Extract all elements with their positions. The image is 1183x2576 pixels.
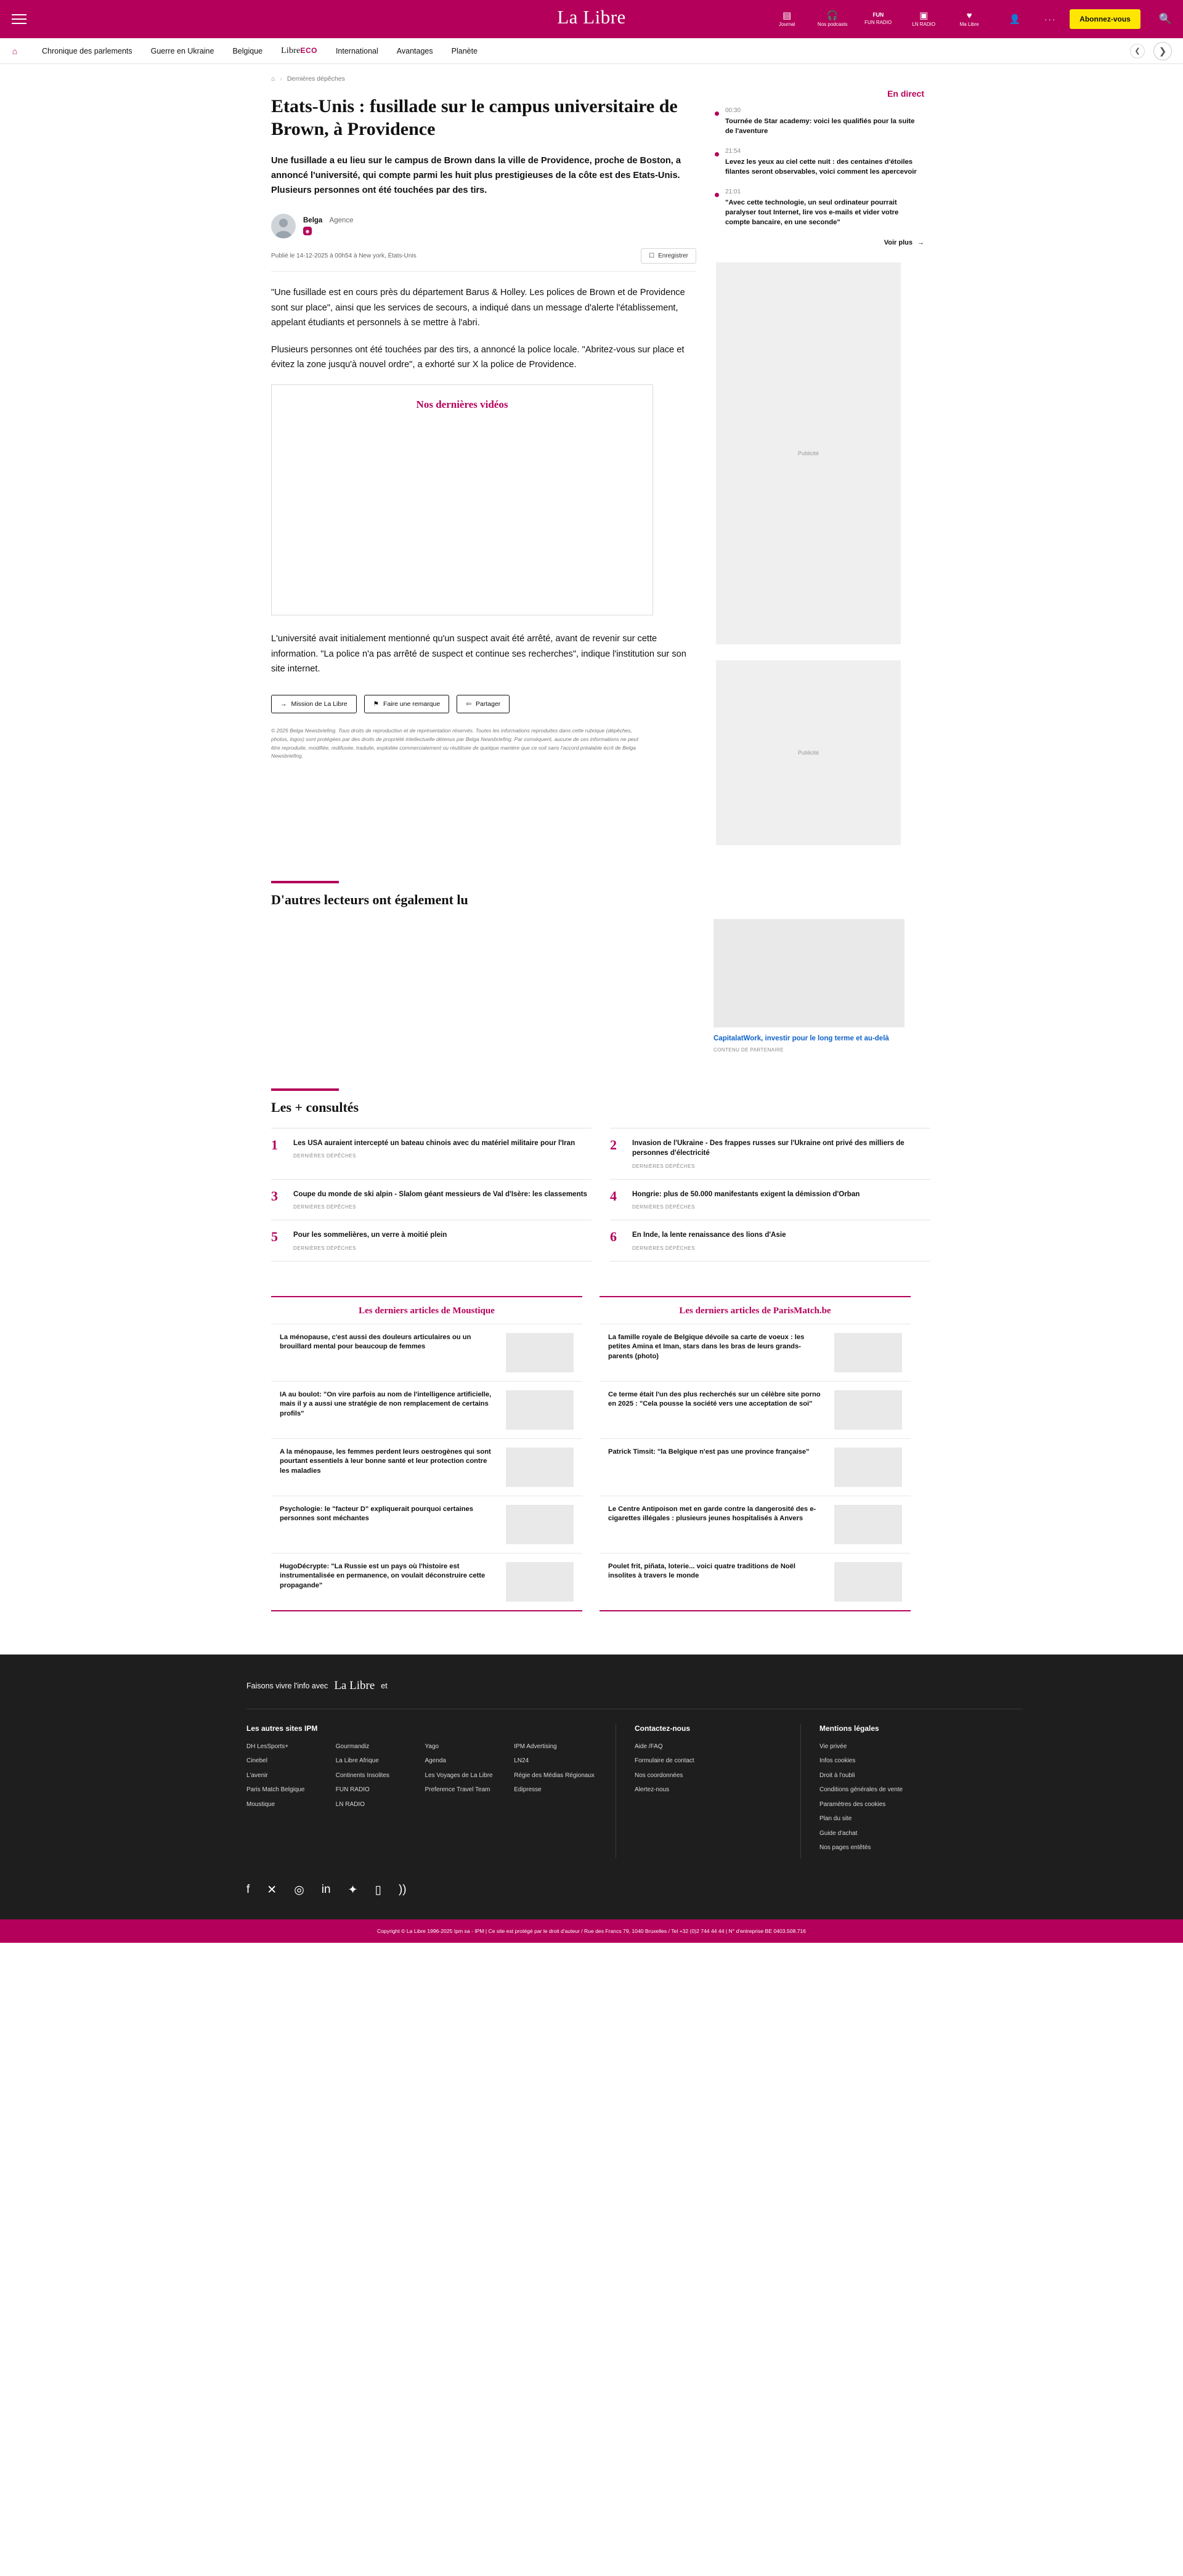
bluesky-icon[interactable]: ✦ bbox=[348, 1883, 358, 1897]
user-icon: 👤 bbox=[1009, 14, 1021, 25]
footer-link[interactable]: LN24 bbox=[514, 1757, 529, 1765]
top-item-account[interactable] bbox=[999, 15, 1031, 24]
breadcrumb-separator: › bbox=[280, 75, 282, 83]
footer-sites-title: Les autres sites IPM bbox=[246, 1723, 318, 1733]
list-item-title: Psychologie: le "facteur D" expliquerait pourquoi certaines personnes sont méchantes bbox=[280, 1505, 473, 1523]
list-item[interactable] bbox=[600, 1496, 911, 1553]
footer-link[interactable]: Yago bbox=[425, 1743, 439, 1750]
site-logo: La Libre bbox=[557, 6, 626, 28]
footer-link[interactable]: Agenda bbox=[425, 1757, 446, 1765]
footer-link[interactable]: Infos cookies bbox=[819, 1757, 856, 1765]
arrow-right-icon: → bbox=[917, 238, 924, 246]
list-item-title: A la ménopause, les femmes perdent leurs oestrogènes qui sont pourtant essentiels à leur bonne santé et leur protection contre les maladies bbox=[280, 1448, 491, 1475]
live-section-title: En direct bbox=[887, 89, 924, 99]
heart-icon: ♥ bbox=[966, 10, 972, 21]
footer-sites-grid bbox=[246, 1743, 597, 1815]
footer-link[interactable]: L'avenir bbox=[246, 1772, 268, 1779]
footer-contact-list bbox=[635, 1743, 782, 1794]
list-item-title: En Inde, la lente renaissance des lions d'Asie bbox=[632, 1231, 786, 1239]
top-item-funradio[interactable] bbox=[862, 12, 894, 26]
most-read-grid bbox=[271, 1128, 1183, 1262]
save-article-button[interactable] bbox=[641, 248, 696, 264]
footer-columns bbox=[246, 1709, 1023, 1858]
footer-link[interactable]: Droit à l'oubli bbox=[819, 1772, 855, 1779]
live-time: 00:30 bbox=[725, 107, 741, 114]
site-footer bbox=[0, 1655, 1183, 1943]
footer-link[interactable]: Moustique bbox=[246, 1800, 275, 1808]
live-dot-icon bbox=[715, 152, 719, 156]
nav-item-chronique[interactable]: Chronique des parlements bbox=[42, 46, 132, 55]
footer-link[interactable]: Nos coordonnées bbox=[635, 1772, 683, 1779]
video-player[interactable] bbox=[271, 384, 653, 615]
list-item-title: Hongrie: plus de 50.000 manifestants exigent la démission d'Orban bbox=[632, 1189, 860, 1198]
footer-link[interactable]: Preference Travel Team bbox=[425, 1786, 490, 1794]
top-item-malibre[interactable] bbox=[953, 11, 985, 28]
headphones-icon: 🎧 bbox=[826, 10, 839, 21]
footer-legal-list bbox=[819, 1743, 980, 1852]
list-item-title: Poulet frit, piñata, loterie... voici quatre traditions de Noël insolites à travers le monde bbox=[608, 1562, 795, 1580]
live-dot-icon bbox=[715, 111, 719, 116]
list-item-category: DERNIÈRES DÉPÊCHES bbox=[293, 1245, 356, 1251]
article-paragraph: "Une fusillade est en cours près du département Barus & Holley. Les polices de Brown et de Providence sont sur place", ainsi que les services de secours, a indiqué dans un message d'alerte l'établissement, appelant étudiants et personnels à se mettre à l'abri. bbox=[271, 288, 685, 328]
top-item-lnradio[interactable] bbox=[908, 11, 940, 28]
top-item-label: LN RADIO bbox=[912, 21, 936, 27]
list-item[interactable] bbox=[271, 1381, 582, 1438]
byline-names bbox=[303, 217, 354, 224]
top-item-label: Ma Libre bbox=[959, 21, 979, 27]
chevron-left-icon[interactable]: ❮ bbox=[1130, 44, 1145, 59]
feedback-button[interactable] bbox=[364, 695, 450, 713]
home-icon[interactable]: ⌂ bbox=[12, 46, 18, 56]
author-role: Agence bbox=[329, 217, 354, 225]
list-item-thumbnail bbox=[506, 1505, 574, 1544]
list-item-title: La famille royale de Belgique dévoile sa carte de voeux : les petites Amina et Iman, stars dans les bras de leurs grands-parents (photo) bbox=[608, 1333, 805, 1360]
promo-tag: CONTENU DE PARTENAIRE bbox=[713, 1047, 784, 1053]
footer-column-sites bbox=[246, 1724, 616, 1858]
top-bar bbox=[0, 0, 1183, 38]
partner-box-parismatch bbox=[600, 1296, 911, 1611]
mobile-app-icon[interactable]: ▯ bbox=[375, 1883, 381, 1897]
save-label: Enregistrer bbox=[658, 253, 688, 260]
mission-label: Mission de La Libre bbox=[291, 700, 348, 708]
top-item-journal[interactable] bbox=[771, 11, 803, 28]
list-item[interactable] bbox=[271, 1496, 582, 1553]
footer-link[interactable]: IPM Advertising bbox=[514, 1743, 557, 1750]
list-item[interactable] bbox=[600, 1553, 911, 1610]
list-item[interactable] bbox=[271, 1553, 582, 1610]
x-twitter-icon[interactable]: ✕ bbox=[267, 1883, 277, 1897]
list-item[interactable] bbox=[271, 1324, 582, 1381]
funradio-icon: FUN bbox=[872, 12, 884, 18]
copyright-bar: Copyright © La Libre 1996-2025 Ipm sa - IPM | Ce site est protégé par le droit d'auteur / Rue des Francs 79, 1040 Bruxelles / Tel +32 (0)2 744 44 44 | N° d'entreprise BE 0403.508.716 bbox=[0, 1919, 1183, 1943]
rank-number: 2 bbox=[610, 1136, 617, 1152]
footer-link[interactable]: Régie des Médias Régionaux bbox=[514, 1772, 595, 1779]
article-column bbox=[271, 89, 696, 761]
live-column bbox=[715, 89, 924, 845]
footer-link[interactable]: La Libre Afrique bbox=[335, 1757, 379, 1765]
list-item[interactable] bbox=[271, 1128, 592, 1180]
facebook-icon[interactable]: f bbox=[246, 1882, 250, 1896]
list-item[interactable] bbox=[610, 1220, 930, 1261]
list-item-title: HugoDécrypte: "La Russie est un pays où l'histoire est instrumentalisée en permanence, on voulait déconstruire cette propagande" bbox=[280, 1562, 486, 1589]
chevron-right-icon[interactable]: ❯ bbox=[1153, 42, 1172, 60]
content-columns bbox=[0, 89, 1183, 845]
footer-legal-title: Mentions légales bbox=[819, 1723, 879, 1733]
live-text: Tournée de Star academy: voici les qualifiés pour la suite de l'aventure bbox=[725, 118, 915, 136]
footer-link[interactable]: Nos pages entêtés bbox=[819, 1844, 871, 1852]
list-item-title: Ce terme était l'un des plus recherchés sur un célèbre site porno en 2025 : "Cela pousse la société vers une acceptation de soi" bbox=[608, 1390, 821, 1408]
subscribe-button[interactable]: Abonnez-vous bbox=[1070, 9, 1140, 29]
live-item[interactable] bbox=[715, 148, 924, 177]
footer-link[interactable]: Gourmandiz bbox=[335, 1743, 370, 1750]
nav-scroll-controls bbox=[1130, 42, 1172, 60]
newspaper-icon: ▤ bbox=[783, 10, 792, 21]
footer-sites-col-2 bbox=[336, 1743, 419, 1815]
list-item-thumbnail bbox=[506, 1333, 574, 1372]
footer-contact-title: Contactez-nous bbox=[635, 1723, 690, 1733]
article-paragraph: Plusieurs personnes ont été touchées par des tirs, a annoncé la police locale. "Abritez-vous sur place et évitez la zone jusqu'à nouvel ordre", a exhorté sur X la police de Providence. bbox=[271, 344, 685, 370]
live-item[interactable] bbox=[715, 107, 924, 137]
partner-sections bbox=[0, 1296, 1183, 1611]
advertisement-slot: Publicité bbox=[716, 660, 901, 845]
nav-item-planete[interactable]: Planète bbox=[451, 46, 478, 55]
footer-column-legal bbox=[801, 1724, 998, 1858]
section-rule bbox=[271, 1088, 339, 1091]
home-icon[interactable]: ⌂ bbox=[271, 75, 275, 83]
menu-button[interactable] bbox=[0, 0, 38, 38]
list-item-title: Coupe du monde de ski alpin - Slalom géant messieurs de Val d'Isère: les classements bbox=[293, 1189, 587, 1198]
readers-section-title: D'autres lecteurs ont également lu bbox=[271, 891, 468, 907]
rank-number: 6 bbox=[610, 1229, 617, 1245]
list-item-thumbnail bbox=[834, 1562, 902, 1602]
nav-item-international[interactable]: International bbox=[335, 46, 378, 55]
list-item-thumbnail bbox=[834, 1448, 902, 1487]
rss-icon[interactable]: )) bbox=[398, 1882, 407, 1896]
footer-link[interactable]: DH LesSports+ bbox=[246, 1743, 289, 1750]
list-item-title: La ménopause, c'est aussi des douleurs articulaires ou un brouillard mental pour beaucoup de femmes bbox=[280, 1333, 471, 1351]
linkedin-icon[interactable]: in bbox=[321, 1882, 331, 1896]
footer-link[interactable]: Guide d'achat bbox=[819, 1829, 858, 1837]
feedback-label: Faire une remarque bbox=[383, 700, 441, 708]
promo-title[interactable]: CapitalatWork, investir pour le long terme et au-delà bbox=[713, 1034, 889, 1042]
nav-item-list bbox=[30, 46, 478, 56]
list-item-title: Les USA auraient intercepté un bateau chinois avec du matériel militaire pour l'Iran bbox=[293, 1138, 575, 1147]
list-item-category: DERNIÈRES DÉPÊCHES bbox=[632, 1204, 695, 1210]
footer-column-contact bbox=[616, 1724, 801, 1858]
article-meta-row bbox=[271, 248, 696, 272]
list-item[interactable] bbox=[600, 1381, 911, 1438]
readers-placeholder bbox=[271, 919, 696, 1024]
author-name[interactable]: Belga bbox=[303, 217, 323, 225]
footer-link[interactable]: LN RADIO bbox=[335, 1800, 365, 1808]
social-links bbox=[0, 1858, 1183, 1919]
search-icon[interactable]: 🔍 bbox=[1158, 13, 1172, 25]
nav-item-belgique[interactable]: Belgique bbox=[232, 46, 263, 55]
list-item-title: Le Centre Antipoison met en garde contre la dangerosité des e-cigarettes illégales : plusieurs jeunes hospitalisés à Anvers bbox=[608, 1505, 816, 1523]
live-time: 21:54 bbox=[725, 147, 741, 155]
nav-item-ukraine[interactable]: Guerre en Ukraine bbox=[150, 46, 214, 55]
list-item-title: Patrick Timsit: "la Belgique n'est pas une province française" bbox=[608, 1448, 810, 1456]
footer-link[interactable]: Edipresse bbox=[514, 1786, 542, 1794]
share-button[interactable] bbox=[457, 695, 510, 713]
footer-link[interactable]: Formulaire de contact bbox=[635, 1757, 694, 1765]
arrow-right-icon: → bbox=[280, 700, 287, 708]
list-item[interactable] bbox=[610, 1128, 930, 1180]
live-time: 21:01 bbox=[725, 188, 741, 195]
avatar bbox=[271, 214, 296, 238]
list-item-title: IA au boulot: "On vire parfois au nom de l'intelligence artificielle, mais il y a aussi une stratégie de non remplacement de certains profils" bbox=[280, 1390, 492, 1417]
share-icon: ⇦ bbox=[466, 700, 472, 708]
main-navigation bbox=[0, 38, 1183, 64]
rank-number: 4 bbox=[610, 1188, 617, 1204]
list-item-thumbnail bbox=[834, 1505, 902, 1544]
footer-tagline bbox=[246, 1679, 1023, 1709]
footer-link[interactable]: Continents Insolites bbox=[335, 1772, 390, 1779]
footer-link[interactable]: Cinebel bbox=[246, 1757, 267, 1765]
top-item-label: Nos podcasts bbox=[817, 21, 848, 27]
more-options-button[interactable]: ··· bbox=[1044, 14, 1057, 24]
top-item-label: Journal bbox=[779, 21, 795, 27]
promo-image bbox=[713, 919, 905, 1027]
most-read-title: Les + consultés bbox=[271, 1099, 359, 1115]
live-dot-icon bbox=[715, 193, 719, 197]
live-text: Levez les yeux au ciel cette nuit : des centaines d'étoiles filantes seront observables, voici comment les apercevoir bbox=[725, 158, 917, 176]
nav-item-avantages[interactable]: Avantages bbox=[396, 46, 433, 55]
footer-logo: La Libre bbox=[334, 1679, 375, 1692]
footer-link[interactable]: Alertez-nous bbox=[635, 1786, 670, 1794]
article-standfirst: Une fusillade a eu lieu sur le campus de Brown dans la ville de Providence, proche de Boston, a annoncé l'université, qui compte parmi les huit plus prestigieuses de la côte est des Etats-Unis. Plusieurs personnes ont été touchées par des tirs. bbox=[271, 156, 681, 195]
footer-link[interactable]: Paramètres des cookies bbox=[819, 1800, 886, 1808]
list-item-thumbnail bbox=[834, 1390, 902, 1430]
live-text: "Avec cette technologie, un seul ordinateur pourrait paralyser tout Internet, lire vos e-mails et vider votre compte bancaire, en une seconde" bbox=[725, 198, 899, 227]
nav-eco-suffix: ECO bbox=[300, 46, 317, 55]
footer-link[interactable]: Plan du site bbox=[819, 1815, 852, 1823]
flag-icon: ⚑ bbox=[373, 700, 379, 708]
partner-promo[interactable] bbox=[713, 919, 905, 1053]
most-read-section bbox=[0, 1088, 1183, 1262]
readers-section bbox=[0, 881, 1183, 1053]
list-item-thumbnail bbox=[506, 1390, 574, 1430]
rank-number: 5 bbox=[271, 1229, 278, 1245]
partner-title: Les derniers articles de Moustique bbox=[359, 1305, 495, 1316]
footer-tagline-suffix: et bbox=[381, 1681, 388, 1690]
footer-link[interactable]: Conditions générales de vente bbox=[819, 1786, 903, 1794]
list-item[interactable] bbox=[610, 1180, 930, 1220]
footer-link[interactable]: Vie privée bbox=[819, 1743, 847, 1750]
footer-inner bbox=[0, 1679, 1183, 1858]
live-more-label: Voir plus bbox=[884, 238, 913, 246]
instagram-icon[interactable]: ◎ bbox=[294, 1883, 304, 1897]
footer-link[interactable]: Aide /FAQ bbox=[635, 1743, 663, 1750]
list-item-thumbnail bbox=[506, 1562, 574, 1602]
publish-date: Publié le 14-12-2025 à 00h54 à New york, États-Unis bbox=[271, 253, 417, 260]
share-label: Partager bbox=[476, 700, 501, 708]
live-item[interactable] bbox=[715, 188, 924, 228]
byline-text bbox=[303, 217, 354, 235]
list-item[interactable] bbox=[600, 1324, 911, 1381]
video-section-title: Nos dernières vidéos bbox=[416, 399, 508, 411]
live-more-button[interactable] bbox=[715, 239, 924, 246]
list-item[interactable] bbox=[271, 1180, 592, 1220]
footer-sites-col-3 bbox=[425, 1743, 508, 1815]
rank-number: 3 bbox=[271, 1188, 278, 1204]
breadcrumb-current[interactable]: Dernières dépêches bbox=[287, 75, 345, 83]
nav-item-libre-eco[interactable] bbox=[281, 46, 317, 56]
list-item[interactable] bbox=[271, 1220, 592, 1261]
footer-link[interactable]: Paris Match Belgique bbox=[246, 1786, 305, 1794]
list-item-category: DERNIÈRES DÉPÊCHES bbox=[632, 1245, 695, 1251]
nav-eco-label: Libre bbox=[281, 46, 301, 55]
list-item-category: DERNIÈRES DÉPÊCHES bbox=[293, 1204, 356, 1210]
list-item-category: DERNIÈRES DÉPÊCHES bbox=[293, 1153, 356, 1159]
list-item[interactable] bbox=[271, 1438, 582, 1496]
list-item-thumbnail bbox=[834, 1333, 902, 1372]
bookmark-icon: ☐ bbox=[649, 253, 655, 260]
lnradio-icon: ▣ bbox=[919, 10, 929, 21]
byline bbox=[271, 214, 696, 238]
top-item-podcasts[interactable] bbox=[816, 11, 848, 28]
list-item[interactable] bbox=[600, 1438, 911, 1496]
top-bar-actions bbox=[771, 9, 1183, 29]
footer-sites-col-1 bbox=[246, 1743, 330, 1815]
article-paragraph: L'université avait initialement mentionné qu'un suspect avait été arrêté, avant de revenir sur cette information. "La police n'a pas arrêté de suspect et continue ses recherches", indique l'institution sur son site internet. bbox=[271, 634, 686, 674]
section-rule bbox=[271, 881, 339, 883]
mission-button[interactable] bbox=[271, 695, 357, 713]
legal-notice: © 2025 Belga Newsbriefing. Tous droits de reproduction et de représentation réservés. Toutes les informations reproduites dans cette rubrique (dépêches, photos, logos) sont protégées par des droits de propriété intellectuelle détenus par Belga Newsbriefing. Par conséquent, aucune de ces informations ne peut être reproduite, modifiée, redifusée, traduite, exploitée commercialement ou réutilisée de quelque manière que ce soit sans l'accord préalable écrit de Belga Newsbriefing. bbox=[271, 727, 638, 759]
footer-tagline-prefix: Faisons vivre l'info avec bbox=[246, 1681, 328, 1690]
rank-number: 1 bbox=[271, 1136, 278, 1152]
footer-link[interactable]: FUN RADIO bbox=[335, 1786, 370, 1794]
partner-title: Les derniers articles de ParisMatch.be bbox=[679, 1305, 831, 1316]
footer-link[interactable]: Les Voyages de La Libre bbox=[425, 1772, 493, 1779]
advertisement-slot: Publicité bbox=[716, 262, 901, 644]
article-actions bbox=[271, 695, 696, 713]
partner-box-moustique bbox=[271, 1296, 582, 1611]
list-item-title: Pour les sommelières, un verre à moitié plein bbox=[293, 1231, 447, 1239]
list-item-title: Invasion de l'Ukraine - Des frappes russes sur l'Ukraine ont privé des milliers de personnes d'électricité bbox=[632, 1138, 905, 1157]
page-title: Etats-Unis : fusillade sur le campus universitaire de Brown, à Providence bbox=[271, 96, 678, 140]
instagram-icon[interactable]: ◉ bbox=[303, 227, 312, 235]
top-item-label: FUN RADIO bbox=[864, 20, 892, 26]
readers-content bbox=[271, 919, 1183, 1053]
breadcrumb bbox=[0, 64, 1183, 89]
list-item-thumbnail bbox=[506, 1448, 574, 1487]
footer-sites-col-4 bbox=[514, 1743, 597, 1815]
list-item-category: DERNIÈRES DÉPÊCHES bbox=[632, 1163, 695, 1169]
